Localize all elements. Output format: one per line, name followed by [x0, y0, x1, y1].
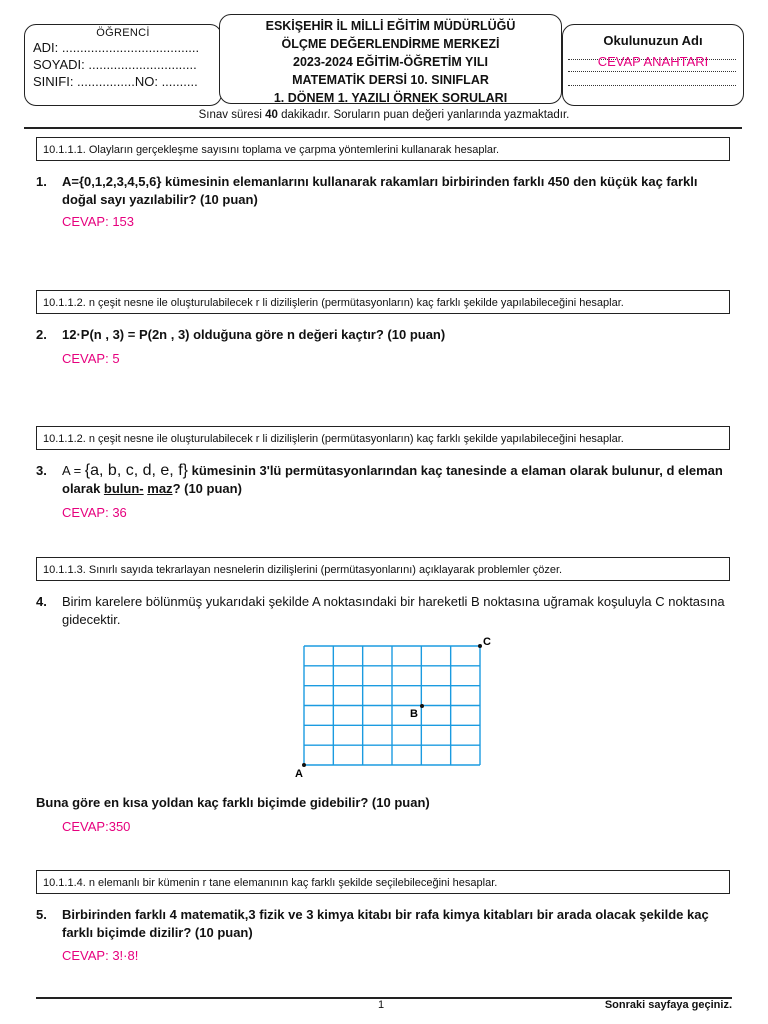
header-divider — [24, 127, 742, 129]
duration-minutes: 40 — [265, 109, 278, 121]
question-number: 1. — [36, 174, 47, 189]
question-text: 12·P(n , 3) = P(2n , 3) olduğuna göre n değeri kaçtır? (10 puan) — [62, 327, 446, 342]
answer-5: CEVAP: 3!·8! — [62, 948, 139, 963]
objective-box-2: 10.1.1.2. n çeşit nesne ile oluşturulabilecek r li dizilişlerin (permütasyonların) kaç farklı şekilde yapılabileceğini hesaplar. — [36, 290, 730, 314]
point-a-label: A — [295, 768, 303, 780]
objective-box-4: 10.1.1.3. Sınırlı sayıda tekrarlayan nesnelerin dizilişlerini (permütasyonlarını) açıklayarak problemler çözer. — [36, 557, 730, 581]
grid-figure — [290, 632, 500, 780]
question-number: 5. — [36, 907, 47, 922]
school-dotted-line-3 — [568, 85, 736, 86]
next-page-note: Sonraki sayfaya geçiniz. — [604, 999, 732, 1011]
question-1 — [36, 173, 732, 209]
exam-header — [219, 14, 562, 104]
student-surname-field: SOYADI: .............................. — [33, 57, 197, 72]
question-text: Birim karelere bölünmüş yukarıdaki şekilde A noktasındaki bir hareketli B noktasına uğramak koşuluyla C noktasına gidecektir. — [62, 594, 725, 627]
school-box-title: Okulunuzun Adı — [603, 33, 703, 48]
question-text: A={0,1,2,3,4,5,6} kümesinin elemanlarını kullanarak rakamları birbirinden farklı 450 den küçük kaç farklı doğal sayı yazılabilir? (10 puan) — [62, 174, 698, 207]
question-text: Birbirinden farklı 4 matematik,3 fizik ve 3 kimya kitabı bir rafa kimya kitabları bir arada olacak şekilde kaç farklı biçimde dizilir? (10 puan) — [62, 907, 709, 940]
question-4 — [36, 593, 732, 629]
objective-box-1: 10.1.1.1. Olayların gerçekleşme sayısını toplama ve çarpma yöntemlerini kullanarak hesaplar. — [36, 137, 730, 161]
objective-box-3: 10.1.1.2. n çeşit nesne ile oluşturulabilecek r li dizilişlerin (permütasyonların) kaç farklı şekilde yapılabileceğini hesaplar. — [36, 426, 730, 450]
point-a-dot — [302, 763, 306, 767]
question-text-b: ? (10 puan) — [172, 481, 242, 496]
answer-key-label: CEVAP ANAHTARI — [597, 54, 709, 69]
student-box-title: ÖĞRENCİ — [96, 27, 150, 39]
page-number: 1 — [378, 999, 385, 1011]
set-label: A = — [62, 463, 82, 478]
underlined-word-1: bulun- — [103, 481, 144, 496]
exam-duration-note — [0, 109, 768, 121]
answer-4: CEVAP:350 — [62, 819, 131, 834]
question-number: 2. — [36, 327, 47, 342]
question-text — [62, 462, 732, 498]
answer-1: CEVAP: 153 — [62, 214, 135, 229]
school-dotted-line-2 — [568, 71, 736, 72]
question-number: 4. — [36, 594, 47, 609]
header-line-4: MATEMATİK DERSİ 10. SINIFLAR — [292, 73, 489, 87]
question-3 — [36, 462, 732, 498]
question-5 — [36, 906, 732, 942]
header-line-3: 2023-2024 EĞİTİM-ÖĞRETİM YILI — [293, 55, 488, 69]
point-b-dot — [420, 704, 424, 708]
header-line-5: 1. DÖNEM 1. YAZILI ÖRNEK SORULARI — [273, 91, 508, 105]
point-b-label: B — [410, 708, 418, 720]
grid-svg — [290, 632, 500, 780]
question-text-a: kümesinin 3'lü permütasyonlarından kaç tanesinde a elaman olarak bulunur, d eleman olarak — [62, 463, 723, 496]
point-c-dot — [478, 644, 482, 648]
question-4-followup: Buna göre en kısa yoldan kaç farklı biçimde gidebilir? (10 puan) — [36, 795, 430, 810]
student-class-no-field: SINIFI: ................NO: .......... — [33, 74, 198, 89]
header-line-2: ÖLÇME DEĞERLENDİRME MERKEZİ — [281, 37, 500, 51]
duration-pre: Sınav süresi — [198, 109, 266, 121]
grid-lines — [304, 646, 480, 765]
student-name-field: ADI: ...................................... — [33, 40, 200, 55]
answer-3: CEVAP: 36 — [62, 505, 127, 520]
header-line-1: ESKİŞEHİR İL MİLLİ EĞİTİM MÜDÜRLÜĞÜ — [265, 19, 516, 33]
answer-2: CEVAP: 5 — [62, 351, 120, 366]
set-content: {a, b, c, d, e, f} — [84, 462, 188, 479]
question-2 — [36, 326, 732, 344]
student-info-box — [24, 24, 222, 106]
point-c-label: C — [483, 636, 491, 648]
school-name-box — [562, 24, 744, 106]
duration-post: dakikadır. Soruların puan değeri yanlarında yazmaktadır. — [277, 109, 570, 121]
objective-box-5: 10.1.1.4. n elemanlı bir kümenin r tane elemanının kaç farklı şekilde seçilebileceğini hesaplar. — [36, 870, 730, 894]
question-number: 3. — [36, 463, 47, 478]
underlined-word-2: maz — [147, 481, 173, 496]
